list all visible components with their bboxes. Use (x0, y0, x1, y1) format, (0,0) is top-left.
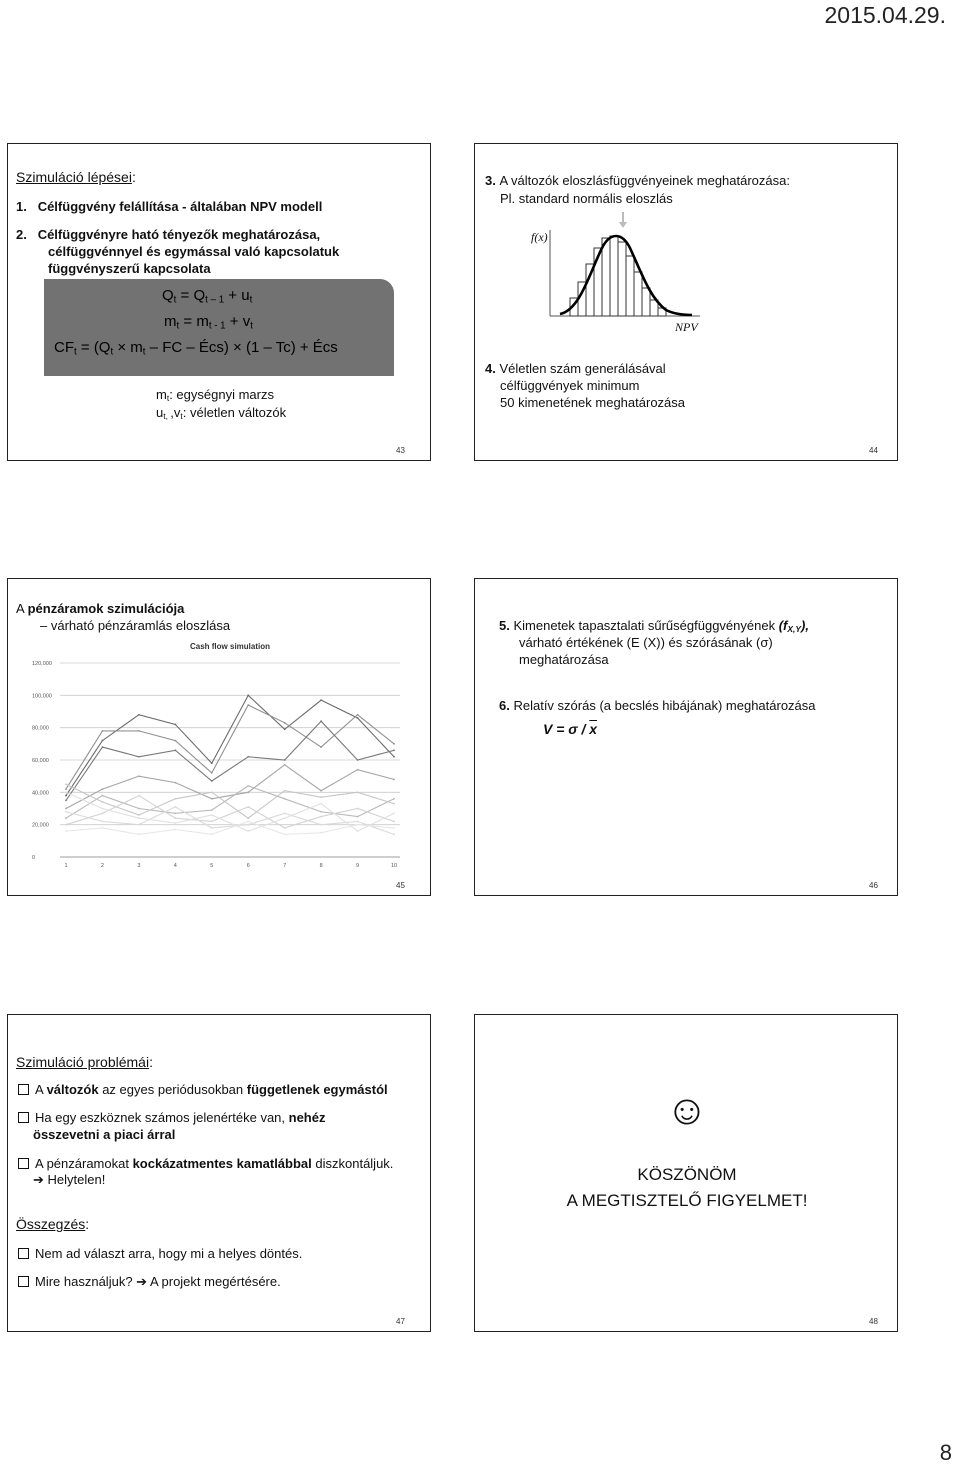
data-point (393, 749, 395, 751)
summary-title: Összegzés: (16, 1216, 90, 1232)
data-point (284, 722, 286, 724)
checkbox-icon (18, 1276, 29, 1287)
data-point (357, 759, 359, 761)
list-item-continuation: ➔ Helytelen! (33, 1172, 106, 1187)
data-point (174, 817, 176, 819)
data-point (284, 764, 286, 766)
data-point (102, 740, 104, 742)
data-point (174, 798, 176, 800)
slide-45 (7, 578, 431, 896)
equation-cf: $CF_t = (Q_t \times m_t$ – FC – Écs) × (1 – Tc) + Écs (54, 339, 338, 358)
list-item: A változók az egyes periódusokban függetlenek egymástól (18, 1081, 388, 1098)
y-tick-label: 20,000 (32, 822, 49, 829)
data-point (320, 746, 322, 748)
item-4-line-2: célfüggvények minimum (500, 378, 640, 393)
page-number: 8 (939, 1440, 952, 1465)
data-point (211, 798, 213, 800)
data-point (284, 798, 286, 800)
data-point (320, 803, 322, 805)
x-tick-label: 10 (390, 863, 398, 869)
data-point (65, 791, 67, 793)
list-item: Mire használjuk? ➔ A projekt megértésére. (18, 1273, 281, 1290)
npv-label: NPV (675, 320, 698, 334)
data-point (284, 790, 286, 792)
smiley-icon: ☺ (665, 1086, 709, 1133)
arrow-down-icon (619, 212, 627, 228)
slide-title: Szimuláció problémái: (16, 1054, 153, 1070)
data-point (357, 816, 359, 818)
data-point (247, 821, 249, 823)
data-point (102, 730, 104, 732)
data-point (65, 808, 67, 810)
data-point (211, 762, 213, 764)
checkbox-icon (18, 1084, 29, 1095)
data-point (393, 812, 395, 814)
data-point (247, 756, 249, 758)
data-point (138, 833, 140, 835)
slide-43 (7, 143, 431, 461)
data-point (393, 803, 395, 805)
y-tick-label: 100,000 (32, 693, 52, 700)
slide-46 (474, 578, 898, 896)
y-tick-label: 40,000 (32, 790, 49, 797)
x-tick-label: 8 (319, 863, 323, 869)
x-tick-label: 6 (246, 863, 250, 869)
data-point (211, 821, 213, 823)
slide-subtitle: – várható pénzáramlás eloszlása (40, 618, 231, 633)
checkbox-icon (18, 1112, 29, 1123)
thank-you-text-2: A MEGTISZTELŐ FIGYELMET! (566, 1191, 808, 1210)
data-point (393, 827, 395, 829)
fx-label: f(x) (531, 230, 548, 244)
data-point (211, 791, 213, 793)
checkbox-icon (18, 1248, 29, 1259)
data-point (357, 808, 359, 810)
chart-title: Cash flow simulation (189, 642, 271, 651)
equation-box (44, 279, 394, 376)
data-point (65, 783, 67, 785)
definition-margin: $m_t$: egységnyi marzs (156, 387, 274, 404)
data-point (174, 829, 176, 831)
data-point (102, 801, 104, 803)
data-point (357, 769, 359, 771)
data-point (138, 775, 140, 777)
slide-number: 44 (869, 446, 878, 455)
series-line (66, 721, 394, 800)
item-3: 3. A változók eloszlásfüggvényeinek meghatározása: (485, 173, 790, 188)
y-tick-label: 80,000 (32, 725, 49, 732)
data-point (138, 730, 140, 732)
x-tick-label: 2 (100, 863, 104, 869)
data-point (211, 833, 213, 835)
relative-std-formula: $V = \sigma / \overline{x}$ (543, 721, 598, 737)
item-5: 5. Kimenetek tapasztalati sűrűségfüggvényének $(f_{X,Y})$, (499, 618, 809, 635)
data-point (174, 822, 176, 824)
data-point (247, 806, 249, 808)
data-point (320, 811, 322, 813)
normal-distribution-figure (530, 212, 710, 334)
data-point (357, 717, 359, 719)
data-point (284, 833, 286, 835)
data-point (393, 743, 395, 745)
thank-you-text: KÖSZÖNÖM (637, 1165, 737, 1184)
equation-q: $Q_t = Q_{t - 1} + u_t$ (162, 287, 253, 306)
data-point (393, 756, 395, 758)
series-line (66, 765, 394, 809)
data-point (320, 832, 322, 834)
item-5-line-3: meghatározása (519, 652, 609, 667)
data-point (393, 798, 395, 800)
data-point (320, 816, 322, 818)
step-1: 1. Célfüggvény felállítása - általában NPV modell (16, 199, 323, 214)
data-point (174, 724, 176, 726)
data-point (65, 824, 67, 826)
page-date: 2015.04.29. (824, 2, 946, 28)
data-point (65, 811, 67, 813)
y-tick-label: 0 (32, 855, 36, 861)
list-item: A pénzáramokat kockázatmentes kamatlábbal diszkontáljuk. (18, 1155, 393, 1172)
data-point (102, 795, 104, 797)
data-point (211, 772, 213, 774)
data-point (247, 824, 249, 826)
data-point (357, 791, 359, 793)
x-tick-label: 4 (173, 863, 177, 869)
data-point (393, 833, 395, 835)
series-line (66, 784, 394, 818)
data-point (211, 814, 213, 816)
list-item: Ha egy eszköznek számos jelenértéke van, nehéz (18, 1109, 325, 1126)
definition-random: $u_{t,}$ $,v_t$: véletlen változók (156, 405, 287, 422)
x-tick-label: 3 (137, 863, 141, 869)
data-point (102, 746, 104, 748)
data-point (320, 720, 322, 722)
data-point (357, 830, 359, 832)
data-point (247, 791, 249, 793)
data-point (102, 821, 104, 823)
data-point (320, 796, 322, 798)
slide-number: 43 (396, 446, 405, 455)
data-point (211, 809, 213, 811)
item-4: 4. Véletlen szám generálásával (485, 361, 666, 376)
slide-number: 45 (396, 881, 405, 890)
data-point (138, 814, 140, 816)
slide-47 (7, 1014, 431, 1332)
data-point (138, 808, 140, 810)
x-tick-label: 7 (283, 863, 287, 869)
data-point (174, 749, 176, 751)
data-point (320, 790, 322, 792)
data-point (357, 824, 359, 826)
data-point (211, 780, 213, 782)
item-4-line-3: 50 kimenetének meghatározása (500, 395, 686, 410)
list-item: Nem ad választ arra, hogy mi a helyes döntés. (18, 1245, 302, 1262)
data-point (247, 817, 249, 819)
data-point (138, 756, 140, 758)
data-point (138, 714, 140, 716)
data-point (65, 800, 67, 802)
item-3-sub: Pl. standard normális eloszlás (500, 191, 673, 206)
x-tick-label: 1 (64, 863, 68, 869)
data-point (102, 812, 104, 814)
data-point (320, 699, 322, 701)
slide-title: A pénzáramok szimulációja (16, 601, 185, 616)
data-point (284, 817, 286, 819)
data-point (211, 827, 213, 829)
slide-number: 47 (396, 1317, 405, 1326)
data-point (174, 806, 176, 808)
item-5-line-2: várható értékének (E (X)) és szórásának (σ) (519, 635, 773, 650)
step-2: 2. Célfüggvényre ható tényezők meghatározása, (16, 227, 321, 242)
y-tick-label: 60,000 (32, 758, 49, 764)
data-point (102, 827, 104, 829)
slide-48 (474, 1014, 898, 1332)
list-item-continuation: összevetni a piaci árral (33, 1127, 176, 1142)
data-point (393, 821, 395, 823)
data-point (102, 808, 104, 810)
data-point (284, 728, 286, 730)
data-point (174, 812, 176, 814)
slide-44 (474, 143, 898, 461)
y-tick-label: 120,000 (32, 661, 52, 667)
checkbox-icon (18, 1158, 29, 1169)
data-point (284, 812, 286, 814)
data-point (174, 740, 176, 742)
data-point (247, 694, 249, 696)
data-point (174, 782, 176, 784)
data-point (102, 788, 104, 790)
data-point (65, 795, 67, 797)
data-point (357, 714, 359, 716)
data-point (357, 821, 359, 823)
data-point (65, 830, 67, 832)
series-line (66, 786, 394, 818)
data-point (138, 824, 140, 826)
x-tick-label: 9 (356, 863, 360, 869)
data-point (320, 824, 322, 826)
data-point (284, 827, 286, 829)
step-2-line-3: függvényszerű kapcsolata (48, 261, 211, 276)
slide-number: 46 (869, 881, 878, 890)
data-point (247, 704, 249, 706)
data-point (65, 788, 67, 790)
series-line (66, 695, 394, 795)
item-6: 6. Relatív szórás (a becslés hibájának) meghatározása (499, 698, 816, 713)
slide-number: 48 (869, 1317, 878, 1326)
data-point (247, 830, 249, 832)
data-point (247, 785, 249, 787)
data-point (138, 795, 140, 797)
data-point (284, 759, 286, 761)
x-tick-label: 5 (210, 863, 214, 869)
equation-m: $m_t = m_{t - 1} + v_t$ (164, 313, 253, 332)
data-point (393, 779, 395, 781)
slide-title: Szimuláció lépései: (16, 169, 136, 185)
step-2-line-2: célfüggvénnyel és egymással való kapcsolatuk (48, 244, 340, 259)
data-point (65, 817, 67, 819)
data-point (138, 817, 140, 819)
cash-flow-chart (8, 639, 428, 875)
